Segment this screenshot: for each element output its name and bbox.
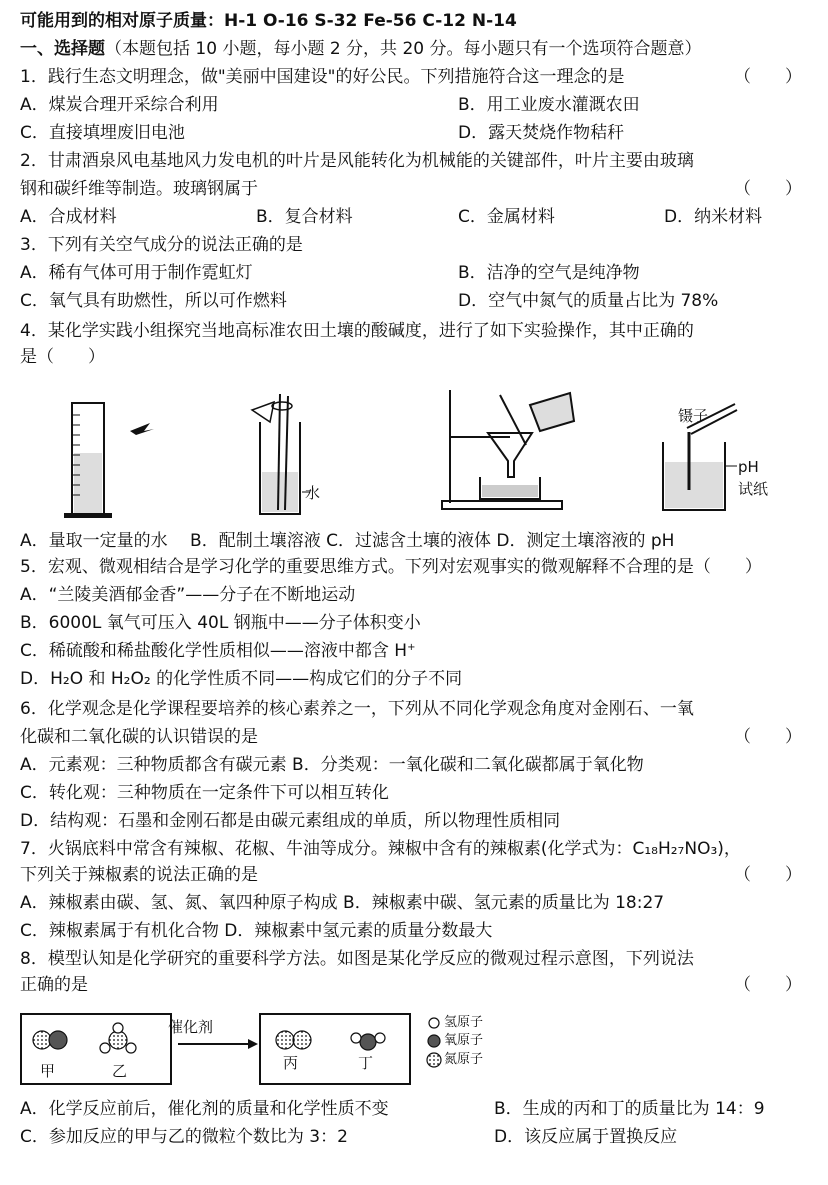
q6-answer-paren: （ ） [734, 727, 802, 747]
q8-answer-paren: （ ） [734, 975, 802, 995]
q4-options: A．量取一定量的水 B．配制土壤溶液 C．过滤含土壤的液体 D．测定土壤溶液的 pH [20, 531, 675, 551]
q1-answer-paren: （ ） [734, 67, 802, 87]
q7-options-ab: A．辣椒素由碳、氢、氮、氧四种原子构成 B．辣椒素中碳、氢元素的质量比为 18:27 [20, 893, 665, 913]
q8-option-d: D．该反应属于置换反应 [494, 1127, 678, 1147]
q7-answer-paren: （ ） [734, 865, 802, 885]
ph-label: pH [738, 458, 759, 476]
q5-option-c-text: C．稀硫酸和稀盐酸化学性质相似——溶液中都含 H [20, 641, 408, 661]
q2-option-d: D．纳米材料 [664, 207, 763, 227]
jia-label: 甲 [40, 1062, 56, 1080]
q2-option-b: B．复合材料 [256, 207, 353, 227]
q8-option-b: B．生成的丙和丁的质量比为 14：9 [494, 1099, 765, 1119]
q3-option-c: C．氧气具有助燃性，所以可作燃料 [20, 291, 287, 311]
q5-option-c [20, 640, 415, 662]
q8-option-a: A．化学反应前后，催化剂的质量和化学性质不变 [20, 1099, 389, 1119]
q6-options-ab: A．元素观：三种物质都含有碳元素 B．分类观：一氧化碳和二氧化碳都属于氧化物 [20, 755, 644, 775]
q3-stem: 3．下列有关空气成分的说法正确的是 [20, 235, 303, 255]
section-header [20, 38, 702, 60]
q4-stem-line1: 4．某化学实践小组探究当地高标准农田土壤的酸碱度，进行了如下实验操作，其中正确的 [20, 321, 694, 341]
q2-option-a: A．合成材料 [20, 207, 117, 227]
reaction-diagram [20, 1006, 420, 1086]
q6-stem-line2: 化碳和二氧化碳的认识错误的是 [20, 727, 258, 747]
filtration-figure [440, 385, 580, 520]
q6-option-d: D．结构观：石墨和金刚石都是由碳元素组成的单质，所以物理性质相同 [20, 811, 561, 831]
atomic-masses: 可能用到的相对原子质量：H-1 O-16 S-32 Fe-56 C-12 N-14 [20, 11, 517, 31]
q1-stem: 1．践行生态文明理念，做"美丽中国建设"的好公民。下列措施符合这一理念的是 [20, 67, 625, 87]
q6-option-c: C．转化观：三种物质在一定条件下可以相互转化 [20, 783, 389, 803]
hydrogen-atom-icon [429, 1018, 439, 1028]
q7-options-cd: C．辣椒素属于有机化合物 D．辣椒素中氢元素的质量分数最大 [20, 921, 493, 941]
section-title: 一、选择题 [20, 39, 105, 59]
q2-option-c: C．金属材料 [458, 207, 555, 227]
water-label: 水 [305, 484, 321, 502]
q3-option-a: A．稀有气体可用于制作霓虹灯 [20, 263, 253, 283]
yi-label: 乙 [112, 1062, 128, 1080]
q5-option-d: D．H₂O 和 H₂O₂ 的化学性质不同——构成它们的分子不同 [20, 669, 463, 689]
q5-option-a: A．“兰陵美酒郁金香”——分子在不断地运动 [20, 585, 356, 605]
q2-stem-line1: 2．甘肃酒泉风电基地风力发电机的叶片是风能转化为机械能的关键部件，叶片主要由玻璃 [20, 151, 694, 171]
bing-label: 丙 [283, 1054, 299, 1072]
nitrogen-atom-icon [427, 1053, 441, 1067]
q5-option-b: B．6000L 氧气可压入 40L 钢瓶中——分子体积变小 [20, 613, 421, 633]
test-paper-label: 试纸 [738, 480, 769, 498]
q1-option-a: A．煤炭合理开采综合利用 [20, 95, 219, 115]
section-note: （本题包括 10 小题，每小题 2 分，共 20 分。每小题只有一个选项符合题意） [105, 39, 702, 59]
q1-option-d: D．露天焚烧作物秸秆 [458, 123, 625, 143]
q6-stem-line1: 6．化学观念是化学课程要培养的核心素养之一，下列从不同化学观念角度对金刚石、一氧 [20, 699, 694, 719]
q5-option-c-charge: + [407, 642, 416, 653]
tweezers-label: 镊子 [678, 407, 709, 425]
legend-oxygen: 氧原子 [444, 1033, 484, 1048]
q8-stem-line2: 正确的是 [20, 975, 88, 995]
q2-stem-line2: 钢和碳纤维等制造。玻璃钢属于 [20, 179, 258, 199]
atom-legend-icons [424, 1014, 444, 1074]
oxygen-atom-icon [428, 1035, 440, 1047]
ding-label: 丁 [358, 1054, 374, 1072]
measuring-cylinder-figure [50, 395, 170, 520]
legend-hydrogen: 氢原子 [444, 1015, 484, 1030]
q8-option-c: C．参加反应的甲与乙的微粒个数比为 3：2 [20, 1127, 348, 1147]
q3-option-d: D．空气中氮气的质量占比为 78% [458, 291, 719, 311]
q5-stem: 5．宏观、微观相结合是学习化学的重要思维方式。下列对宏观事实的微观解释不合理的是（ ） [20, 557, 762, 577]
q3-option-b: B．洁净的空气是纯净物 [458, 263, 640, 283]
q2-answer-paren: （ ） [734, 179, 802, 199]
legend-nitrogen: 氮原子 [444, 1052, 484, 1067]
q1-option-b: B．用工业废水灌溉农田 [458, 95, 640, 115]
q7-stem-line2: 下列关于辣椒素的说法正确的是 [20, 865, 258, 885]
catalyst-label: 催化剂 [168, 1018, 214, 1036]
q4-stem-line2: 是（ ） [20, 347, 105, 367]
q8-stem-line1: 8．模型认知是化学研究的重要科学方法。如图是某化学反应的微观过程示意图，下列说法 [20, 949, 694, 969]
q7-stem-line1: 7．火锅底料中常含有辣椒、花椒、牛油等成分。辣椒中含有的辣椒素(化学式为：C₁₈H₂₇NO₃)， [20, 839, 741, 859]
q1-option-c: C．直接填埋废旧电池 [20, 123, 185, 143]
